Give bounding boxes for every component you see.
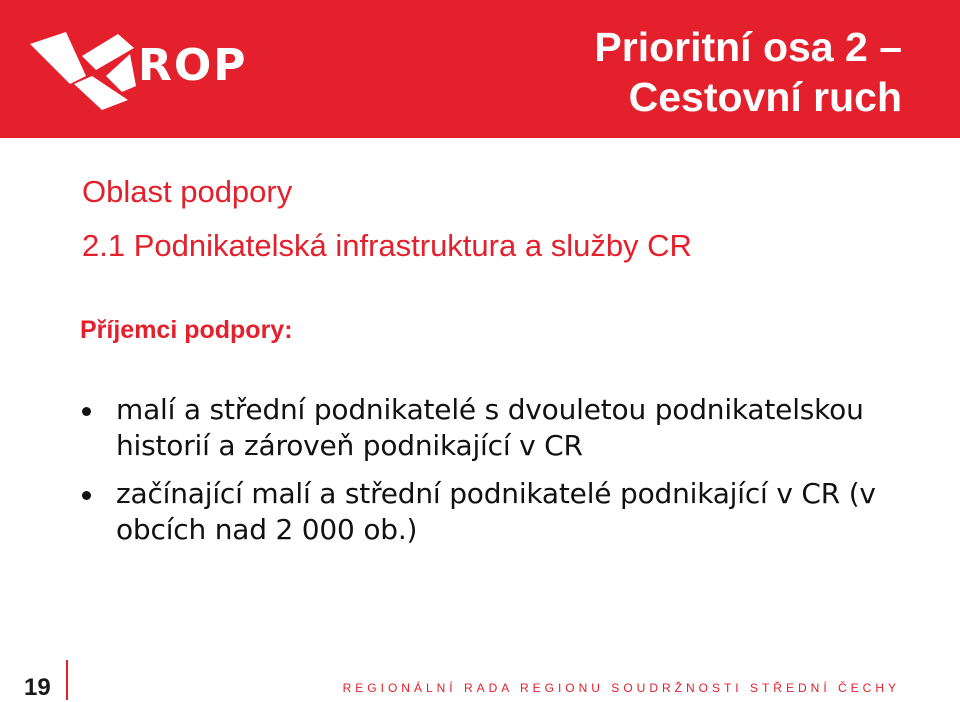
recipients-heading: Příjemci podpory:: [80, 316, 293, 344]
list-item: [80, 392, 920, 464]
title-line-1: Prioritní osa 2 –: [594, 24, 902, 70]
logo-text: ROP: [138, 40, 248, 91]
bullet-dot-icon: [82, 491, 91, 500]
footer-organization: REGIONÁLNÍ RADA REGIONU SOUDRŽNOSTI STŘEDNÍ ČECHY: [342, 681, 900, 695]
list-item-text: malí a střední podnikatelé s dvouletou podnikatelskou historií a zároveň podnikající v CR: [116, 393, 864, 462]
list-item-text: začínající malí a střední podnikatelé podnikající v CR (v obcích nad 2 000 ob.): [116, 477, 876, 546]
title-line-2: Cestovní ruch: [628, 74, 902, 120]
header-banner: [0, 0, 960, 138]
recipients-list: [80, 392, 920, 560]
footer-divider: [66, 660, 68, 700]
area-name: 2.1 Podnikatelská infrastruktura a služby CR: [82, 228, 692, 263]
bullet-dot-icon: [82, 407, 91, 416]
area-label: Oblast podpory: [82, 174, 293, 209]
page-title: [594, 22, 902, 122]
page-number: 19: [24, 674, 51, 701]
list-item: [80, 476, 920, 548]
